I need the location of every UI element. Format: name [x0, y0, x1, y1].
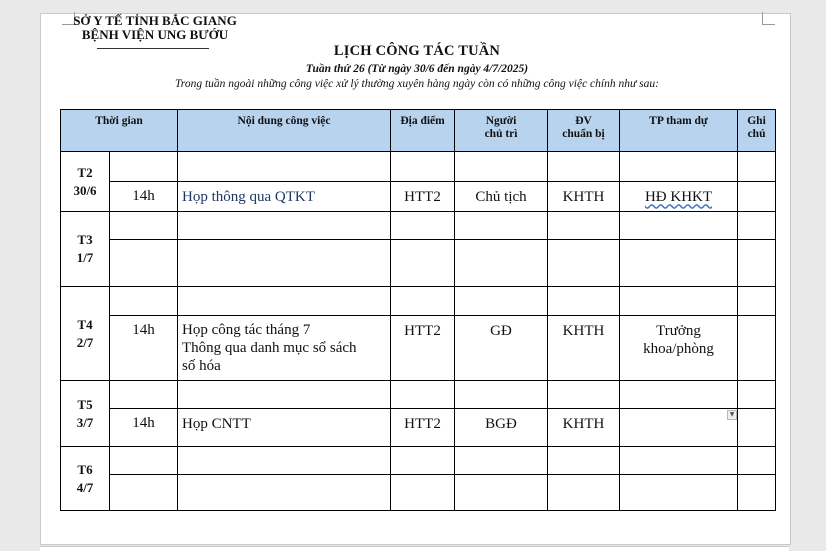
header-host-line-2: chủ trì: [484, 128, 518, 140]
header-note[interactable]: [738, 110, 776, 152]
prep-cell[interactable]: [548, 240, 620, 287]
attend-line-2: khoa/phòng: [643, 341, 714, 357]
table-row: [61, 447, 776, 475]
attend-cell[interactable]: [620, 182, 738, 212]
place-cell[interactable]: [391, 447, 455, 475]
content-cell[interactable]: [178, 212, 391, 240]
attend-cell[interactable]: [620, 409, 738, 447]
note-cell[interactable]: [738, 381, 776, 409]
attend-text: HĐ KHKT: [644, 188, 713, 205]
crop-mark-top-right: [762, 12, 775, 25]
chevron-down-icon[interactable]: ▼: [727, 410, 737, 420]
place-cell[interactable]: [391, 381, 455, 409]
day-date: 3/7: [76, 414, 94, 430]
header-prep[interactable]: [548, 110, 620, 152]
time-cell[interactable]: [110, 152, 178, 182]
place-cell[interactable]: [391, 287, 455, 316]
table-row: [61, 381, 776, 409]
attend-cell[interactable]: [620, 475, 738, 511]
day-label: T2: [77, 164, 93, 180]
day-date: 2/7: [76, 334, 94, 350]
header-note-line-2: chú: [747, 128, 766, 140]
host-cell[interactable]: [455, 447, 548, 475]
header-place[interactable]: Địa điểm: [391, 110, 455, 152]
day-label: T6: [77, 461, 93, 477]
place-cell[interactable]: HTT2: [391, 409, 455, 447]
table-row: [61, 240, 776, 287]
note-cell[interactable]: [738, 447, 776, 475]
prep-cell[interactable]: [548, 287, 620, 316]
place-cell[interactable]: HTT2: [391, 182, 455, 212]
day-label: T4: [77, 316, 93, 332]
time-cell[interactable]: 14h: [110, 409, 178, 447]
note-cell[interactable]: [738, 316, 776, 381]
org-line-2: BỆNH VIỆN UNG BƯỚU: [81, 27, 229, 42]
attend-cell[interactable]: [620, 152, 738, 182]
content-cell[interactable]: [178, 447, 391, 475]
day-label: T5: [77, 396, 93, 412]
day-cell-t3[interactable]: [61, 212, 110, 287]
header-host[interactable]: [455, 110, 548, 152]
prep-cell[interactable]: [548, 152, 620, 182]
table-row: [61, 316, 776, 381]
time-cell[interactable]: [110, 381, 178, 409]
note-cell[interactable]: [738, 182, 776, 212]
content-cell[interactable]: [178, 287, 391, 316]
attend-cell[interactable]: [620, 316, 738, 381]
place-cell[interactable]: [391, 240, 455, 287]
attend-cell[interactable]: [620, 287, 738, 316]
next-page-edge: [40, 546, 789, 551]
note-cell[interactable]: [738, 409, 776, 447]
place-cell[interactable]: [391, 152, 455, 182]
host-cell[interactable]: [455, 212, 548, 240]
host-cell[interactable]: BGĐ: [455, 409, 548, 447]
note-cell[interactable]: [738, 152, 776, 182]
table-row: [61, 152, 776, 182]
day-cell-t2[interactable]: [61, 152, 110, 212]
content-cell[interactable]: Họp thông qua QTKT: [178, 182, 391, 212]
table-row: [61, 409, 776, 447]
table-row: [61, 475, 776, 511]
host-cell[interactable]: Chủ tịch: [455, 182, 548, 212]
host-cell[interactable]: [455, 381, 548, 409]
day-cell-t6[interactable]: [61, 447, 110, 511]
day-cell-t5[interactable]: [61, 381, 110, 447]
content-line-2: Thông qua danh mục sổ sách: [182, 340, 357, 356]
prep-cell[interactable]: KHTH: [548, 409, 620, 447]
day-date: 1/7: [76, 250, 94, 265]
time-cell[interactable]: [110, 475, 178, 511]
attend-cell[interactable]: [620, 240, 738, 287]
place-cell[interactable]: [391, 475, 455, 511]
header-prep-line-1: ĐV: [575, 115, 592, 127]
prep-cell[interactable]: [548, 447, 620, 475]
header-note-line-1: Ghi: [747, 115, 766, 127]
time-cell[interactable]: [110, 447, 178, 475]
content-cell[interactable]: Họp CNTT: [178, 409, 391, 447]
note-cell[interactable]: [738, 212, 776, 240]
week-subtitle[interactable]: Tuần thứ 26 (Từ ngày 30/6 đến ngày 4/7/2025): [305, 63, 529, 75]
table-row: [61, 287, 776, 316]
note-cell[interactable]: [738, 287, 776, 316]
prep-cell[interactable]: [548, 212, 620, 240]
content-cell[interactable]: [178, 381, 391, 409]
attend-cell[interactable]: [620, 447, 738, 475]
time-cell[interactable]: 14h: [110, 182, 178, 212]
header-time[interactable]: Thời gian: [61, 110, 178, 152]
content-line-3: số hóa: [182, 358, 221, 374]
document-title[interactable]: LỊCH CÔNG TÁC TUẦN: [333, 43, 501, 59]
header-attend[interactable]: TP tham dự: [620, 110, 738, 152]
attend-line-1: Trưởng: [656, 323, 701, 339]
day-cell-t4[interactable]: [61, 287, 110, 381]
content-cell[interactable]: [178, 316, 391, 381]
note-cell[interactable]: [738, 240, 776, 287]
prep-cell[interactable]: KHTH: [548, 182, 620, 212]
header-prep-line-2: chuẩn bị: [562, 128, 605, 140]
host-cell[interactable]: [455, 287, 548, 316]
time-cell[interactable]: [110, 240, 178, 287]
place-cell[interactable]: HTT2: [391, 316, 455, 381]
attend-cell[interactable]: [620, 381, 738, 409]
content-cell[interactable]: [178, 240, 391, 287]
place-cell[interactable]: [391, 212, 455, 240]
content-cell[interactable]: [178, 475, 391, 511]
org-line-1: SỞ Y TẾ TỈNH BẮC GIANG: [73, 13, 237, 28]
schedule-table: [60, 109, 776, 511]
content-cell[interactable]: [178, 152, 391, 182]
host-cell[interactable]: [455, 152, 548, 182]
table-row: [61, 182, 776, 212]
header-row: [61, 110, 776, 152]
host-cell[interactable]: [455, 240, 548, 287]
note-cell[interactable]: [738, 475, 776, 511]
day-date: 30/6: [73, 182, 97, 198]
time-cell[interactable]: 14h: [110, 316, 178, 381]
time-cell[interactable]: [110, 287, 178, 316]
prep-cell[interactable]: [548, 475, 620, 511]
prep-cell[interactable]: [548, 381, 620, 409]
host-cell[interactable]: [455, 475, 548, 511]
table-row: [61, 212, 776, 240]
header-host-line-1: Người: [485, 115, 517, 127]
host-cell[interactable]: GĐ: [455, 316, 548, 381]
content-line-1: Họp công tác tháng 7: [182, 322, 311, 338]
organization-header: [60, 14, 250, 42]
attend-cell[interactable]: [620, 212, 738, 240]
prep-cell[interactable]: KHTH: [548, 316, 620, 381]
time-cell[interactable]: [110, 212, 178, 240]
day-label: T3: [77, 232, 93, 247]
header-content[interactable]: Nội dung công việc: [178, 110, 391, 152]
intro-note[interactable]: Trong tuần ngoài những công việc xử lý thường xuyên hàng ngày còn có những công việc chính như sau:: [175, 78, 659, 90]
day-date: 4/7: [76, 479, 94, 495]
